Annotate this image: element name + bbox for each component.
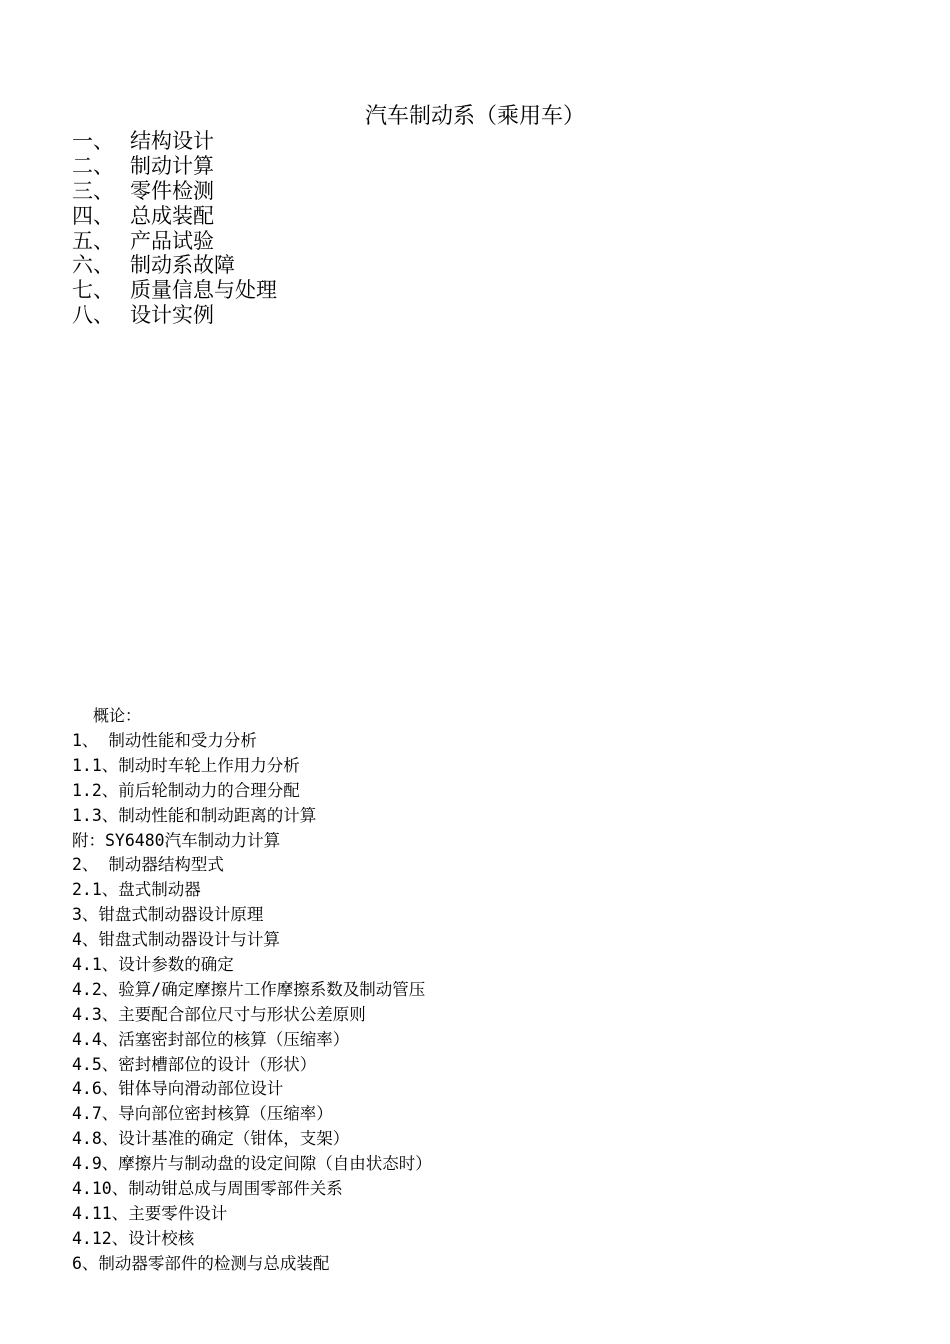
chapter-number: 六、 bbox=[72, 253, 114, 278]
toc-item: 4.11、主要零件设计 bbox=[72, 1203, 228, 1223]
toc-item: 1.3、制动性能和制动距离的计算 bbox=[72, 805, 317, 825]
chapter-number: 七、 bbox=[72, 278, 114, 303]
toc-item: 2.1、盘式制动器 bbox=[72, 880, 201, 900]
document-title: 汽车制动系（乘用车） bbox=[364, 104, 585, 129]
toc-item: 4.7、导向部位密封核算（压缩率） bbox=[72, 1104, 333, 1124]
toc-item: 4.9、摩擦片与制动盘的设定间隙（自由状态时） bbox=[72, 1154, 432, 1174]
chapter-label: 产品试验 bbox=[130, 228, 214, 253]
chapter-item bbox=[72, 204, 277, 229]
chapter-item bbox=[72, 179, 277, 204]
toc-item: 4.12、设计校核 bbox=[72, 1228, 195, 1248]
chapter-item bbox=[72, 253, 277, 278]
toc-item: 1.1、制动时车轮上作用力分析 bbox=[72, 755, 300, 775]
chapter-item bbox=[72, 278, 277, 303]
chapter-label: 结构设计 bbox=[130, 129, 214, 153]
toc-item: 4.3、主要配合部位尺寸与形状公差原则 bbox=[72, 1004, 366, 1024]
toc-item: 4.10、制动钳总成与周围零部件关系 bbox=[72, 1179, 343, 1199]
toc-item: 2、 制动器结构型式 bbox=[72, 855, 224, 875]
chapter-label: 零件检测 bbox=[130, 178, 214, 203]
overview-label: 概论： bbox=[93, 706, 142, 725]
chapter-list bbox=[72, 129, 277, 328]
toc-item: 1.2、前后轮制动力的合理分配 bbox=[72, 780, 300, 800]
chapter-item bbox=[72, 303, 277, 328]
toc-item: 6、制动器零部件的检测与总成装配 bbox=[72, 1253, 330, 1273]
toc-item: 4.1、设计参数的确定 bbox=[72, 955, 234, 975]
toc-item: 1、 制动性能和受力分析 bbox=[72, 731, 257, 750]
chapter-number: 一、 bbox=[72, 129, 114, 153]
toc-item: 4.8、设计基准的确定（钳体，支架） bbox=[72, 1129, 350, 1149]
toc-item: 4.2、验算/确定摩擦片工作摩擦系数及制动管压 bbox=[72, 979, 426, 999]
chapter-number: 二、 bbox=[72, 153, 114, 178]
toc-item: 3、钳盘式制动器设计原理 bbox=[72, 905, 264, 925]
table-of-contents bbox=[72, 728, 432, 1276]
toc-item: 4.5、密封槽部位的设计（形状） bbox=[72, 1054, 317, 1074]
toc-item: 4、钳盘式制动器设计与计算 bbox=[72, 930, 280, 950]
chapter-label: 质量信息与处理 bbox=[130, 278, 277, 303]
toc-item: 4.4、活塞密封部位的核算（压缩率） bbox=[72, 1029, 350, 1049]
chapter-number: 五、 bbox=[72, 228, 114, 253]
chapter-item bbox=[72, 129, 277, 154]
chapter-label: 制动系故障 bbox=[130, 253, 235, 278]
chapter-number: 三、 bbox=[72, 178, 114, 203]
chapter-item bbox=[72, 154, 277, 179]
chapter-label: 总成装配 bbox=[130, 203, 214, 228]
toc-item: 4.6、钳体导向滑动部位设计 bbox=[72, 1079, 284, 1099]
toc-item: 附：SY6480汽车制动力计算 bbox=[72, 830, 281, 850]
chapter-label: 制动计算 bbox=[130, 153, 214, 178]
chapter-item bbox=[72, 229, 277, 254]
chapter-label: 设计实例 bbox=[130, 303, 214, 328]
chapter-number: 四、 bbox=[72, 203, 114, 228]
chapter-number: 八、 bbox=[72, 303, 114, 328]
